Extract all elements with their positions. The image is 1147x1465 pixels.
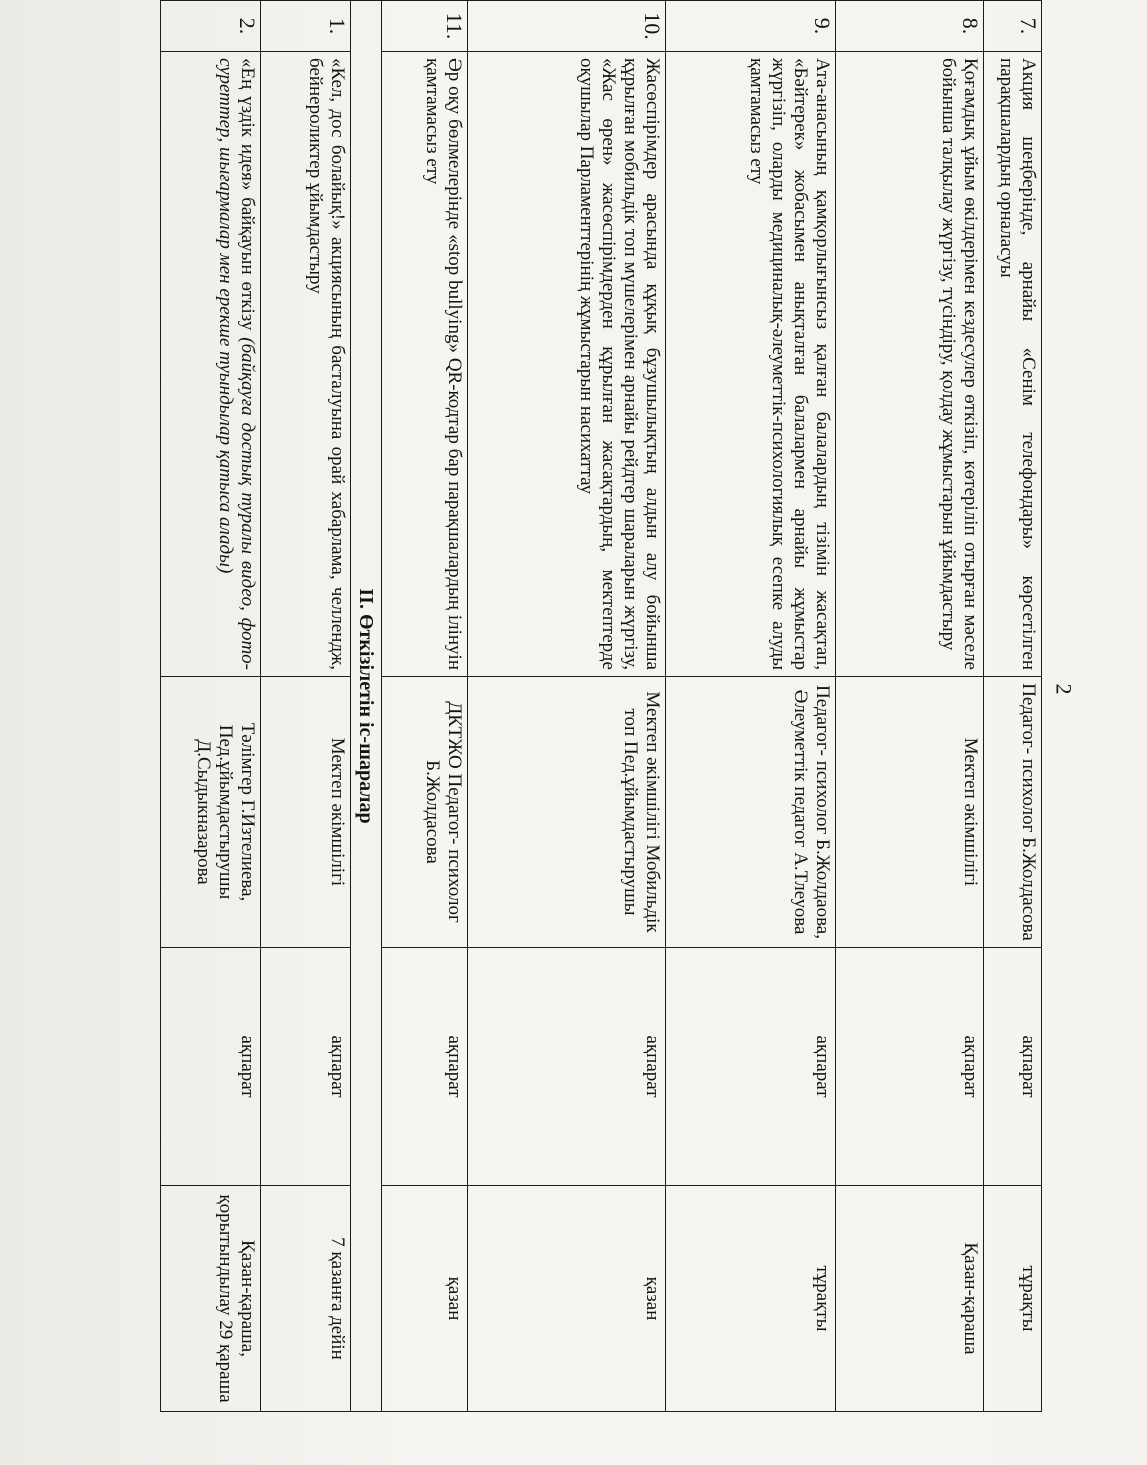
activity-cell: «Кел, дос болайық!» акциясының басталуына орай хабарлама, челлендж, бейнероликтер ұйымдастыру bbox=[261, 52, 351, 677]
form-cell: ақпарат bbox=[382, 948, 468, 1186]
responsible-cell: Мектеп әкімшілігі bbox=[836, 677, 984, 948]
row-number: 9. bbox=[666, 1, 836, 52]
rotated-table-container bbox=[88, 0, 1042, 1403]
responsible-cell: ДКТЖО Педагог- психолог Б.Жолдасова bbox=[382, 677, 468, 948]
responsible-cell: Тәлімгер Г.Изтелиева, Пед.ұйымдастырушы Д.Сыдыкназарова bbox=[161, 677, 261, 948]
section-title: II. Өткізілетін іс-шаралар bbox=[351, 1, 382, 1412]
form-cell: ақпарат bbox=[468, 948, 666, 1186]
page-number: 2 bbox=[1051, 683, 1077, 695]
table-row bbox=[468, 1, 666, 1412]
table-row bbox=[984, 1, 1042, 1412]
activity-cell: Әр оқу бөлмелерінде «stop bullying» QR-кодтар бар парақшалардың ілінуін қамтамасыз ету bbox=[382, 52, 468, 677]
activity-note: (байқауға достық туралы видео, фото-суреттер, шығармалар мен ерекше туындылар қатыса алады) bbox=[215, 58, 258, 670]
activity-cell: Акция шеңберінде, арнайы «Сенім телефондары» көрсетілген парақшалардың орналасуы bbox=[984, 52, 1042, 677]
date-cell: қазан bbox=[382, 1186, 468, 1412]
date-cell: қазан bbox=[468, 1186, 666, 1412]
activity-text: «Ең үздік идея» байқауын өткізу bbox=[237, 58, 258, 338]
row-number: 10. bbox=[468, 1, 666, 52]
activity-cell: Жасөспірімдер арасында құқық бұзушылықтың алдын алу бойынша құрылған мобильдік топ мүшелерімен арнайы рейдтер шараларын жүргізу, «Жас өрен» жасөспірімдерден құрылған жасақтардың, мектептерде оқушылар Парламенттерінің жұмыстарын насихаттау bbox=[468, 52, 666, 677]
date-cell: Қазан-қараша bbox=[836, 1186, 984, 1412]
form-cell: ақпарат bbox=[836, 948, 984, 1186]
section-header-row bbox=[351, 1, 382, 1412]
date-cell: Қазан-қараша, қорытындылау 29 қараша bbox=[161, 1186, 261, 1412]
responsible-cell: Мектеп әкімшілігі bbox=[261, 677, 351, 948]
form-cell: ақпарат bbox=[666, 948, 836, 1186]
date-cell: тұрақты bbox=[984, 1186, 1042, 1412]
date-cell: 7 қазанға дейін bbox=[261, 1186, 351, 1412]
activity-cell bbox=[161, 52, 261, 677]
date-cell: тұрақты bbox=[666, 1186, 836, 1412]
responsible-cell: Педагог- психолог Б.Жолдаова, Әлеуметтік педагог А.Тлеуова bbox=[666, 677, 836, 948]
row-number: 1. bbox=[261, 1, 351, 52]
responsible-cell: Педагог- психолог Б.Жолдасова bbox=[984, 677, 1042, 948]
table-row bbox=[161, 1, 261, 1412]
table-row bbox=[836, 1, 984, 1412]
row-number: 2. bbox=[161, 1, 261, 52]
activity-cell: Ата-анасының қамқорлығынсыз қалған балалардың тізімін жасақтап, «Бәйтерек» жобасымен анықталған балалармен арнайы жұмыстар жүргізіп, оларды медициналық-әлеуметтік-психологиялық есепке алуды қамтамасыз ету bbox=[666, 52, 836, 677]
responsible-cell: Мектеп әкімшілігі Мобильдік топ Пед.ұйымдастырушы bbox=[468, 677, 666, 948]
row-number: 8. bbox=[836, 1, 984, 52]
table-row bbox=[382, 1, 468, 1412]
row-number: 7. bbox=[984, 1, 1042, 52]
row-number: 11. bbox=[382, 1, 468, 52]
table-row bbox=[666, 1, 836, 1412]
form-cell: ақпарат bbox=[161, 948, 261, 1186]
form-cell: ақпарат bbox=[261, 948, 351, 1186]
plan-table bbox=[160, 0, 1042, 1412]
table-row bbox=[261, 1, 351, 1412]
form-cell: ақпарат bbox=[984, 948, 1042, 1186]
activity-cell: Қоғамдық ұйым өкілдерімен кездесулер өткізіп, көтеріліп отырған мәселе бойынша талқылау жүргізу, түсіндіру, қолдау жұмыстарын ұйымдастыру bbox=[836, 52, 984, 677]
